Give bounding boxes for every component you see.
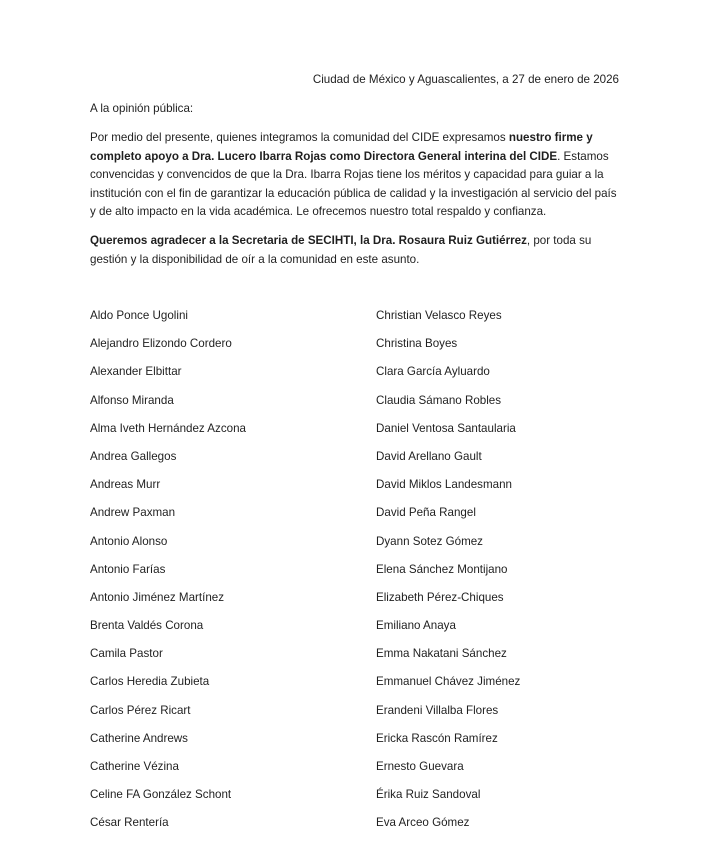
signatory-name: Brenta Valdés Corona <box>90 619 204 633</box>
signatory-name: Clara García Ayluardo <box>376 365 490 379</box>
signatory-name: Emma Nakatani Sánchez <box>376 647 507 661</box>
support-paragraph-bold: nuestro firme y completo apoyo a Dra. Lucero Ibarra Rojas como Directora General interina del CIDE <box>90 131 593 163</box>
support-paragraph-intro: Por medio del presente, quienes integramos la comunidad del CIDE expresamos <box>90 131 509 144</box>
signatory-name: Elizabeth Pérez-Chiques <box>376 590 504 604</box>
signatory-name: Antonio Alonso <box>90 534 168 548</box>
thanks-paragraph-rest: , por toda su gestión y la disponibilidad de oír a la comunidad en este asunto. <box>90 234 592 266</box>
signatory-name: Emmanuel Chávez Jiménez <box>376 675 521 689</box>
date-line: Ciudad de México y Aguascalientes, a 27 de enero de 2026 <box>312 73 619 86</box>
signatory-name: Dyann Sotez Gómez <box>376 534 483 548</box>
signatory-name: Andreas Murr <box>90 478 161 492</box>
thanks-paragraph-bold: Queremos agradecer a la Secretaria de SECIHTI, la Dra. Rosaura Ruiz Gutiérrez <box>90 234 527 247</box>
signatory-name: Andrew Paxman <box>90 506 176 520</box>
signatory-name: Alejandro Elizondo Cordero <box>90 337 232 351</box>
signatory-name: Eva Arceo Gómez <box>376 816 470 830</box>
signatory-name: David Miklos Landesmann <box>376 478 512 492</box>
signatory-name: Alfonso Miranda <box>90 393 174 407</box>
signatory-name: David Peña Rangel <box>376 506 476 520</box>
signatory-name: Claudia Sámano Robles <box>376 393 502 407</box>
signatory-name: Emiliano Anaya <box>376 619 456 633</box>
signatory-name: Andrea Gallegos <box>90 449 177 463</box>
signatory-name: Érika Ruiz Sandoval <box>376 788 481 802</box>
signatory-name: Alexander Elbittar <box>90 365 182 379</box>
signatory-name: Daniel Ventosa Santaularia <box>376 421 516 435</box>
signatory-name: Aldo Ponce Ugolini <box>90 309 188 322</box>
signatory-name: Christina Boyes <box>376 337 458 351</box>
signatory-name: Carlos Heredia Zubieta <box>90 675 210 689</box>
support-paragraph-rest: . Estamos convencidas y convencidos de que la Dra. Ibarra Rojas tiene los méritos y capacidad para guiar a la institución con el fin de garantizar la educación pública de calidad y la investigación al servicio del país y de alto impacto en la vida académica. Le ofrecemos nuestro total respaldo y confianza. <box>90 149 617 219</box>
signatory-name: Ernesto Guevara <box>376 760 464 773</box>
signatory-name: Celine FA González Schont <box>90 788 232 802</box>
thanks-paragraph <box>90 232 618 269</box>
signatories-right-column <box>376 307 520 843</box>
signatory-name: Carlos Pérez Ricart <box>90 703 191 717</box>
signatory-name: Camila Pastor <box>90 647 163 661</box>
signatory-name: Antonio Jiménez Martínez <box>90 590 225 604</box>
signatory-name: Catherine Vézina <box>90 760 179 773</box>
signatory-name: Christian Velasco Reyes <box>376 309 502 322</box>
signatory-name: Alma Iveth Hernández Azcona <box>90 421 246 435</box>
signatory-name: César Rentería <box>90 816 169 830</box>
signatory-name: David Arellano Gault <box>376 449 482 463</box>
support-paragraph <box>90 129 618 222</box>
signatory-name: Elena Sánchez Montijano <box>376 562 508 576</box>
signatory-name: Antonio Farías <box>90 562 166 576</box>
signatory-name: Catherine Andrews <box>90 731 188 745</box>
salutation: A la opinión pública: <box>90 102 194 115</box>
signatories-left-column <box>90 307 246 843</box>
signatory-name: Erandeni Villalba Flores <box>376 703 499 717</box>
signatory-name: Ericka Rascón Ramírez <box>376 731 498 745</box>
